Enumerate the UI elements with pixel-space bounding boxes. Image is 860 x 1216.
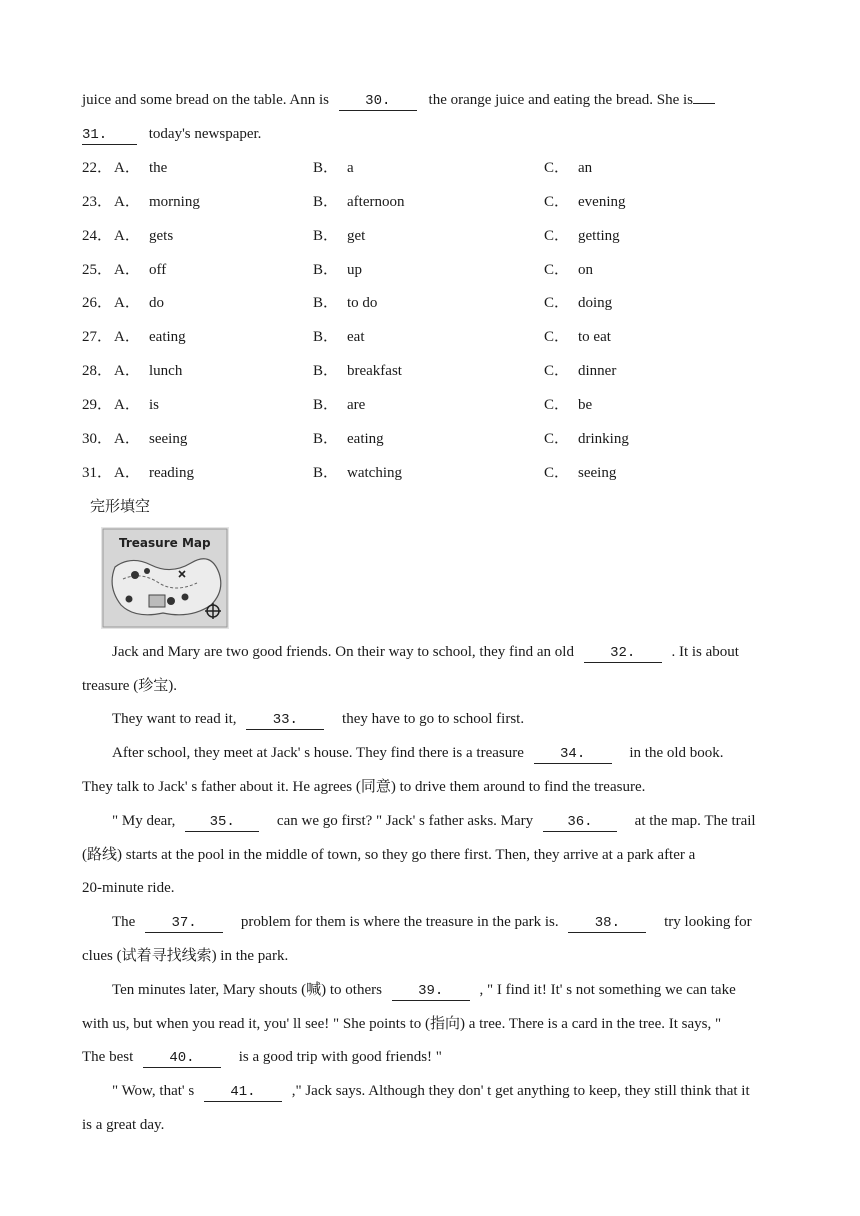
passage-text: can we go first? " Jack' s father asks. Mary bbox=[276, 813, 534, 829]
option-c-label: C． bbox=[544, 363, 570, 379]
option-row bbox=[82, 428, 782, 450]
question-number: 26． bbox=[82, 295, 113, 311]
passage-text: , " I find it! It' s not something we can take bbox=[479, 982, 736, 998]
question-number: 31． bbox=[82, 465, 113, 481]
option-row bbox=[82, 326, 782, 348]
blank-39[interactable]: 39. bbox=[392, 983, 470, 1001]
option-a[interactable]: off bbox=[149, 262, 167, 278]
passage-text: . It is about bbox=[671, 644, 739, 660]
option-a[interactable]: do bbox=[149, 295, 164, 311]
option-c[interactable]: evening bbox=[578, 194, 626, 210]
option-b-label: B． bbox=[313, 431, 339, 447]
blank-37[interactable]: 37. bbox=[145, 915, 223, 933]
option-b-label: B． bbox=[313, 329, 339, 345]
passage-line bbox=[82, 845, 782, 865]
question-number: 27． bbox=[82, 329, 113, 345]
question-number: 23． bbox=[82, 194, 113, 210]
intro-text: the orange juice and eating the bread. She is bbox=[428, 92, 694, 108]
option-a-label: A． bbox=[114, 397, 140, 413]
option-c[interactable]: getting bbox=[578, 228, 620, 244]
blank-35[interactable]: 35. bbox=[185, 814, 259, 832]
section-title: 完形填空 bbox=[90, 497, 151, 515]
option-b[interactable]: watching bbox=[347, 465, 402, 481]
option-a-label: A． bbox=[114, 262, 140, 278]
passage-text: Jack and Mary are two good friends. On their way to school, they find an old bbox=[112, 644, 574, 660]
option-c-label: C． bbox=[544, 329, 570, 345]
passage-text: clues (试着寻找线索) in the park. bbox=[82, 948, 289, 964]
option-c-label: C． bbox=[544, 194, 570, 210]
option-c[interactable]: drinking bbox=[578, 431, 629, 447]
passage-line bbox=[82, 1115, 782, 1135]
option-a[interactable]: the bbox=[149, 160, 168, 176]
option-b[interactable]: afternoon bbox=[347, 194, 405, 210]
blank-34[interactable]: 34. bbox=[534, 746, 612, 764]
option-b-label: B． bbox=[313, 465, 339, 481]
passage-text: They talk to Jack' s father about it. He agrees (同意) to drive them around to find the treasure. bbox=[82, 779, 646, 795]
passage-text: at the map. The trail bbox=[634, 813, 756, 829]
option-b[interactable]: up bbox=[347, 262, 362, 278]
passage-text: The best bbox=[82, 1049, 134, 1065]
passage-line bbox=[112, 980, 812, 1001]
option-c-label: C． bbox=[544, 431, 570, 447]
passage-text: problem for them is where the treasure in the park is. bbox=[240, 914, 559, 930]
option-c[interactable]: an bbox=[578, 160, 593, 176]
option-a[interactable]: seeing bbox=[149, 431, 188, 447]
passage-line bbox=[112, 709, 812, 730]
option-row bbox=[82, 292, 782, 314]
passage-text: 20-minute ride. bbox=[82, 880, 175, 896]
passage-line bbox=[112, 912, 812, 933]
option-b-label: B． bbox=[313, 295, 339, 311]
option-c[interactable]: seeing bbox=[578, 465, 617, 481]
passage-text: ," Jack says. Although they don' t get anything to keep, they still think that it bbox=[291, 1083, 750, 1099]
option-a[interactable]: gets bbox=[149, 228, 174, 244]
intro-text: today's newspaper. bbox=[148, 126, 262, 142]
passage-line bbox=[112, 642, 812, 663]
passage-text: After school, they meet at Jack' s house. They find there is a treasure bbox=[112, 745, 524, 761]
option-row bbox=[82, 225, 782, 247]
option-a[interactable]: is bbox=[149, 397, 160, 413]
option-a-label: A． bbox=[114, 295, 140, 311]
passage-text: they have to go to school first. bbox=[342, 711, 525, 727]
option-a[interactable]: eating bbox=[149, 329, 186, 345]
passage-line bbox=[112, 811, 812, 832]
blank-31[interactable]: 31. bbox=[82, 127, 137, 145]
option-a-label: A． bbox=[114, 329, 140, 345]
intro-line-1 bbox=[82, 90, 715, 111]
blank-33[interactable]: 33. bbox=[246, 712, 324, 730]
passage-text: They want to read it, bbox=[112, 711, 237, 727]
option-c[interactable]: be bbox=[578, 397, 593, 413]
option-c-label: C． bbox=[544, 295, 570, 311]
option-a[interactable]: morning bbox=[149, 194, 200, 210]
question-number: 24． bbox=[82, 228, 113, 244]
blank-36[interactable]: 36. bbox=[543, 814, 617, 832]
option-a-label: A． bbox=[114, 160, 140, 176]
passage-text: in the old book. bbox=[629, 745, 724, 761]
passage-text: (路线) starts at the pool in the middle of town, so they go there first. Then, they arrive at a park after a bbox=[82, 847, 696, 863]
blank-32[interactable]: 32. bbox=[584, 645, 662, 663]
passage-text: with us, but when you read it, you' ll see! " She points to (指向) a tree. There is a card in the tree. It says, " bbox=[82, 1016, 722, 1032]
option-b-label: B． bbox=[313, 363, 339, 379]
passage-text: is a great day. bbox=[82, 1117, 165, 1133]
passage-line bbox=[112, 743, 812, 764]
passage-line bbox=[82, 878, 782, 898]
option-row bbox=[82, 157, 782, 179]
passage-text: The bbox=[112, 914, 136, 930]
option-a-label: A． bbox=[114, 465, 140, 481]
treasure-map-image bbox=[101, 527, 229, 629]
option-b[interactable]: to do bbox=[347, 295, 378, 311]
passage-text: Ten minutes later, Mary shouts (喊) to others bbox=[112, 982, 382, 998]
blank-41[interactable]: 41. bbox=[204, 1084, 282, 1102]
option-b[interactable]: breakfast bbox=[347, 363, 402, 379]
question-number: 30． bbox=[82, 431, 113, 447]
passage-text: is a good trip with good friends! " bbox=[238, 1049, 442, 1065]
intro-text: juice and some bread on the table. Ann is bbox=[82, 92, 330, 108]
option-c[interactable]: doing bbox=[578, 295, 613, 311]
option-row bbox=[82, 394, 782, 416]
option-a-label: A． bbox=[114, 363, 140, 379]
passage-line bbox=[82, 777, 782, 797]
intro-line-2 bbox=[82, 124, 261, 145]
passage-text: " Wow, that' s bbox=[112, 1083, 195, 1099]
option-a-label: A． bbox=[114, 431, 140, 447]
question-number: 28． bbox=[82, 363, 113, 379]
option-a-label: A． bbox=[114, 194, 140, 210]
blank-30[interactable]: 30. bbox=[339, 93, 417, 111]
blank-40[interactable]: 40. bbox=[143, 1050, 221, 1068]
option-row bbox=[82, 462, 782, 484]
option-row bbox=[82, 259, 782, 281]
option-c[interactable]: dinner bbox=[578, 363, 617, 379]
option-b-label: B． bbox=[313, 160, 339, 176]
option-b-label: B． bbox=[313, 262, 339, 278]
option-b-label: B． bbox=[313, 228, 339, 244]
question-number: 25． bbox=[82, 262, 113, 278]
passage-text: try looking for bbox=[664, 914, 752, 930]
option-b[interactable]: eat bbox=[347, 329, 365, 345]
option-c[interactable]: on bbox=[578, 262, 593, 278]
option-a-label: A． bbox=[114, 228, 140, 244]
blank-38[interactable]: 38. bbox=[568, 915, 646, 933]
passage-line bbox=[82, 1047, 782, 1068]
option-c-label: C． bbox=[544, 160, 570, 176]
option-c-label: C． bbox=[544, 262, 570, 278]
map-title: Treasure Map bbox=[119, 536, 211, 550]
option-b-label: B． bbox=[313, 194, 339, 210]
passage-text: " My dear, bbox=[112, 813, 176, 829]
option-a[interactable]: reading bbox=[149, 465, 194, 481]
passage-text: treasure (珍宝). bbox=[82, 678, 177, 694]
question-number: 22． bbox=[82, 160, 113, 176]
blank-31-lead[interactable] bbox=[693, 103, 715, 104]
option-c[interactable]: to eat bbox=[578, 329, 611, 345]
question-number: 29． bbox=[82, 397, 113, 413]
passage-line bbox=[82, 946, 782, 966]
option-b[interactable]: are bbox=[347, 397, 366, 413]
option-b[interactable]: eating bbox=[347, 431, 384, 447]
passage-line bbox=[82, 676, 782, 696]
option-b[interactable]: a bbox=[347, 160, 354, 176]
option-b-label: B． bbox=[313, 397, 339, 413]
passage-line bbox=[112, 1081, 812, 1102]
option-b[interactable]: get bbox=[347, 228, 366, 244]
option-row bbox=[82, 191, 782, 213]
passage-line bbox=[82, 1014, 782, 1034]
option-c-label: C． bbox=[544, 397, 570, 413]
option-c-label: C． bbox=[544, 465, 570, 481]
option-row bbox=[82, 360, 782, 382]
option-c-label: C． bbox=[544, 228, 570, 244]
option-a[interactable]: lunch bbox=[149, 363, 183, 379]
